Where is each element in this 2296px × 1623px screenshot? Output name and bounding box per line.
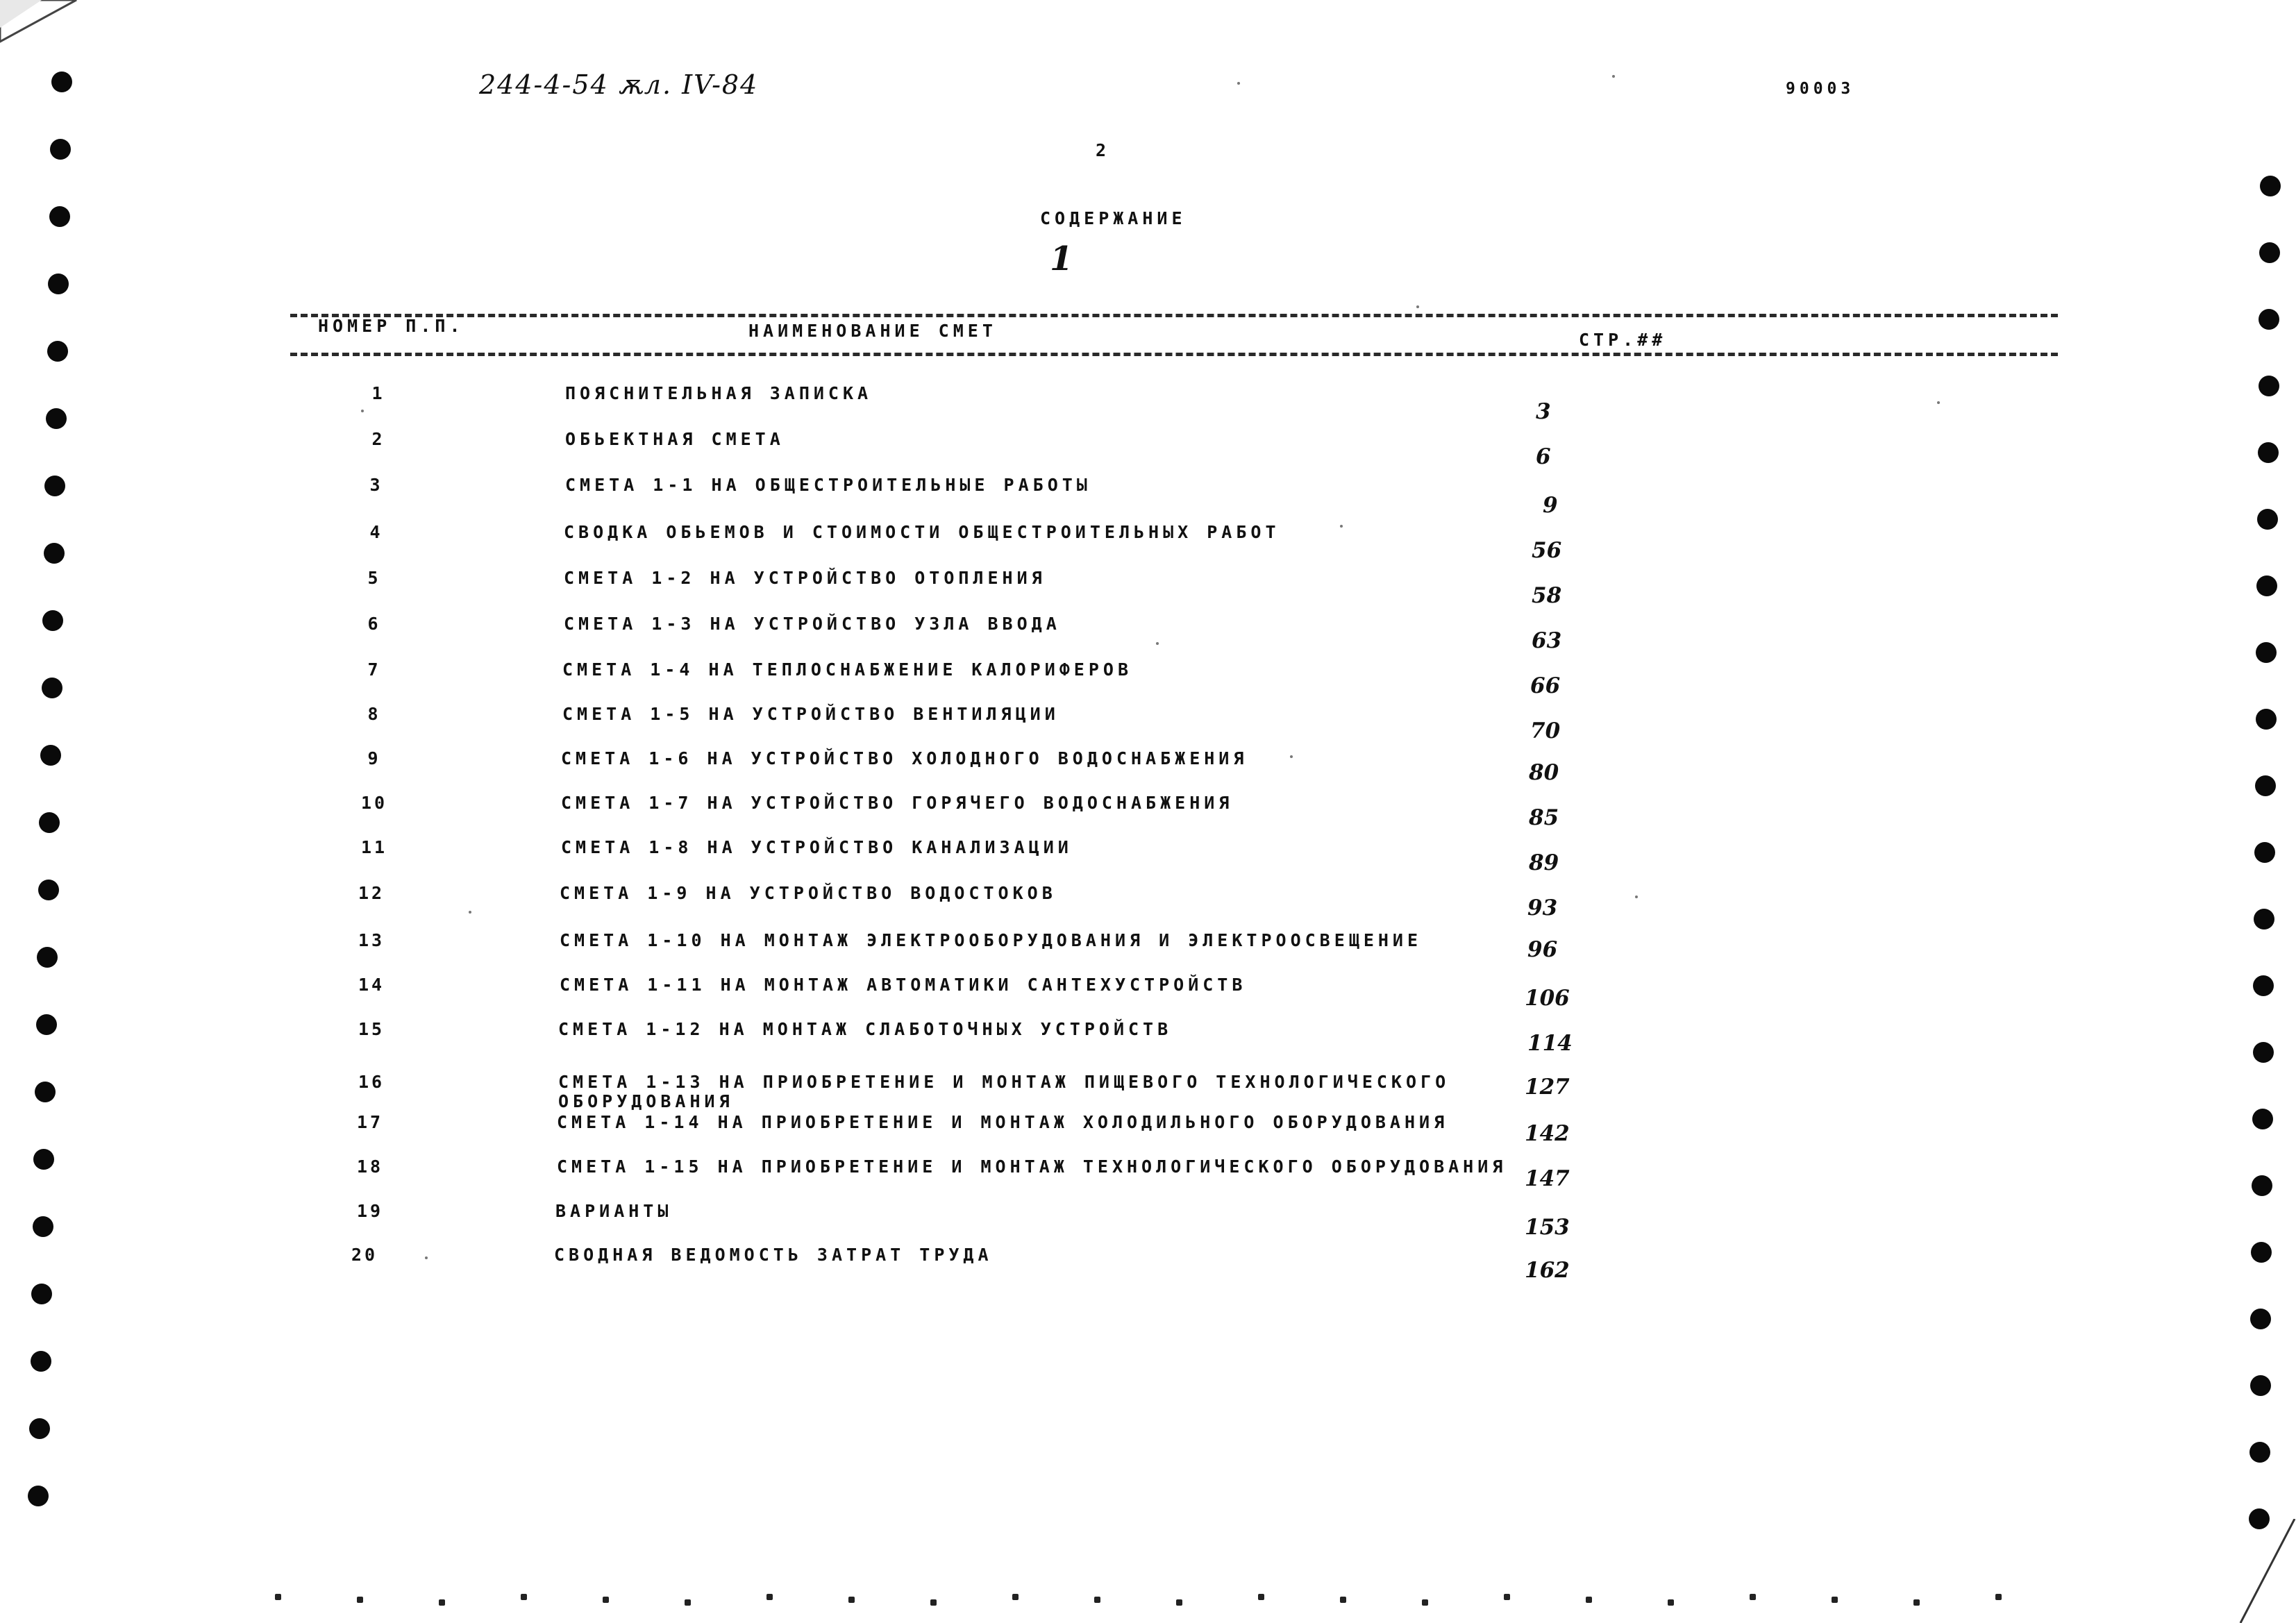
row-page-number: 142 (1525, 1121, 1570, 1146)
row-page-number: 114 (1527, 1031, 1573, 1056)
row-page-number: 56 (1532, 538, 1562, 563)
row-number: 12 (358, 883, 385, 903)
row-number: 15 (358, 1019, 385, 1039)
feed-hole (2259, 376, 2279, 396)
feed-hole (2253, 1042, 2274, 1063)
feed-hole (31, 1351, 51, 1372)
row-page-number: 127 (1525, 1075, 1570, 1100)
row-page-number: 9 (1543, 493, 1558, 518)
row-title: СМЕТА 1-4 НА ТЕПЛОСНАБЖЕНИЕ КАЛОРИФЕРОВ (562, 659, 1132, 680)
folded-corner-top-left (0, 0, 83, 49)
row-number: 1 (371, 383, 385, 403)
feed-hole (37, 947, 58, 968)
folded-corner-bottom-right (2234, 1519, 2296, 1623)
row-title: СМЕТА 1-3 НА УСТРОЙСТВО УЗЛА ВВОДА (564, 614, 1061, 634)
contents-title: СОДЕРЖАНИЕ (1040, 208, 1187, 228)
feed-hole (2250, 1375, 2271, 1396)
feed-hole (28, 1486, 49, 1506)
feed-hole (2249, 1442, 2270, 1463)
row-number: 7 (367, 659, 381, 680)
perforation-mark (1258, 1594, 1264, 1600)
row-page-number: 162 (1525, 1258, 1570, 1283)
feed-hole (2255, 775, 2276, 796)
perforation-mark (1586, 1597, 1592, 1603)
perforation-mark (1995, 1594, 2002, 1600)
perforation-mark (766, 1594, 773, 1600)
row-number: 20 (351, 1245, 378, 1265)
feed-hole (2259, 242, 2280, 263)
row-title: СМЕТА 1-1 НА ОБЩЕСТРОИТЕЛЬНЫЕ РАБОТЫ (565, 475, 1091, 495)
perforation-mark (1504, 1594, 1510, 1600)
feed-hole (2252, 1109, 2273, 1129)
row-title: ПОЯСНИТЕЛЬНАЯ ЗАПИСКА (565, 383, 873, 403)
row-page-number: 85 (1529, 805, 1559, 830)
row-number: 13 (358, 930, 385, 950)
row-number: 8 (367, 704, 381, 724)
feed-hole (2257, 509, 2278, 530)
row-page-number: 106 (1525, 986, 1570, 1011)
row-number: 11 (360, 837, 388, 857)
row-title: ОБЬЕКТНАЯ СМЕТА (565, 429, 785, 449)
row-number: 5 (367, 568, 381, 588)
row-title: СМЕТА 1-9 НА УСТРОЙСТВО ВОДОСТОКОВ (560, 883, 1057, 903)
perforation-mark (521, 1594, 527, 1600)
column-header-name: НАИМЕНОВАНИЕ СМЕТ (748, 321, 997, 341)
row-title: СМЕТА 1-6 НА УСТРОЙСТВО ХОЛОДНОГО ВОДОСНАБЖЕНИЯ (561, 748, 1248, 768)
perforation-mark (603, 1597, 609, 1603)
row-title: СМЕТА 1-11 НА МОНТАЖ АВТОМАТИКИ САНТЕХУСТРОЙСТВ (560, 975, 1247, 995)
feed-hole (46, 408, 67, 429)
feed-hole (36, 1014, 57, 1035)
perforation-mark (1176, 1599, 1182, 1606)
row-title: СМЕТА 1-8 НА УСТРОЙСТВО КАНАЛИЗАЦИИ (561, 837, 1073, 857)
row-page-number: 58 (1532, 583, 1562, 608)
row-number: 14 (358, 975, 385, 995)
row-page-number: 6 (1536, 444, 1551, 469)
row-title-continuation: ОБОРУДОВАНИЯ (558, 1091, 734, 1111)
row-page-number: 96 (1527, 937, 1558, 962)
feed-hole (2254, 909, 2274, 930)
perforation-mark (439, 1599, 445, 1606)
document-number: 90003 (1786, 80, 1855, 98)
feed-hole (51, 72, 72, 92)
row-title: СМЕТА 1-7 НА УСТРОЙСТВО ГОРЯЧЕГО ВОДОСНАБЖЕНИЯ (561, 793, 1234, 813)
row-title: СМЕТА 1-12 НА МОНТАЖ СЛАБОТОЧНЫХ УСТРОЙСТВ (558, 1019, 1173, 1039)
perforation-mark (1668, 1599, 1674, 1606)
row-page-number: 93 (1527, 895, 1558, 920)
table-header-rule (290, 353, 2058, 356)
perforation-mark (1422, 1599, 1428, 1606)
handwritten-mark: 1 (1050, 239, 1075, 278)
row-title: ВАРИАНТЫ (555, 1201, 673, 1221)
feed-hole (31, 1284, 52, 1304)
perforation-mark (357, 1597, 363, 1603)
column-header-page: СТР.## (1579, 330, 1667, 350)
feed-hole (50, 139, 71, 160)
row-number: 16 (358, 1072, 385, 1092)
perforation-mark (275, 1594, 281, 1600)
feed-hole (2256, 575, 2277, 596)
column-header-number: НОМЕР П.П. (318, 316, 464, 336)
feed-hole (2254, 842, 2275, 863)
row-title: СМЕТА 1-15 НА ПРИОБРЕТЕНИЕ И МОНТАЖ ТЕХНОЛОГИЧЕСКОГО ОБОРУДОВАНИЯ (557, 1157, 1507, 1177)
row-title: СМЕТА 1-5 НА УСТРОЙСТВО ВЕНТИЛЯЦИИ (562, 704, 1059, 724)
row-number: 17 (356, 1112, 384, 1132)
feed-hole (2253, 975, 2274, 996)
row-title: СМЕТА 1-14 НА ПРИОБРЕТЕНИЕ И МОНТАЖ ХОЛОДИЛЬНОГО ОБОРУДОВАНИЯ (557, 1112, 1449, 1132)
row-page-number: 70 (1530, 718, 1561, 743)
feed-hole (40, 745, 61, 766)
perforation-mark (1094, 1597, 1100, 1603)
row-page-number: 153 (1525, 1215, 1570, 1240)
row-number: 19 (356, 1201, 384, 1221)
document-code: 244-4-54 ѫл. IV-84 (479, 69, 759, 100)
perforation-mark (1832, 1597, 1838, 1603)
row-number: 6 (367, 614, 381, 634)
feed-hole (33, 1216, 53, 1237)
perforation-mark (848, 1597, 855, 1603)
perforation-mark (685, 1599, 691, 1606)
row-page-number: 147 (1525, 1166, 1570, 1191)
feed-hole (2258, 442, 2279, 463)
feed-hole (2251, 1242, 2272, 1263)
row-page-number: 3 (1536, 399, 1551, 424)
table-top-rule (290, 314, 2058, 317)
feed-hole (49, 206, 70, 227)
row-number: 9 (367, 748, 381, 768)
feed-hole (47, 341, 68, 362)
row-number: 2 (371, 429, 385, 449)
feed-hole (44, 476, 65, 496)
feed-hole (2256, 642, 2277, 663)
row-page-number: 63 (1532, 628, 1562, 653)
feed-hole (44, 543, 65, 564)
feed-hole (38, 880, 59, 900)
feed-hole (29, 1418, 50, 1439)
row-number: 10 (360, 793, 388, 813)
perforation-mark (1340, 1597, 1346, 1603)
page-number: 2 (1096, 140, 1111, 160)
row-title: СВОДКА ОБЬЕМОВ И СТОИМОСТИ ОБЩЕСТРОИТЕЛЬНЫХ РАБОТ (564, 522, 1280, 542)
perforation-mark (1750, 1594, 1756, 1600)
feed-hole (2256, 709, 2277, 730)
feed-hole (42, 678, 62, 698)
perforation-mark (1913, 1599, 1920, 1606)
feed-hole (33, 1149, 54, 1170)
feed-hole (2249, 1508, 2270, 1529)
feed-hole (48, 274, 69, 294)
perforation-mark (930, 1599, 937, 1606)
row-title: СМЕТА 1-10 НА МОНТАЖ ЭЛЕКТРООБОРУДОВАНИЯ И ЭЛЕКТРООСВЕЩЕНИЕ (560, 930, 1423, 950)
row-title: СВОДНАЯ ВЕДОМОСТЬ ЗАТРАТ ТРУДА (554, 1245, 993, 1265)
feed-hole (2260, 176, 2281, 196)
row-title: СМЕТА 1-2 НА УСТРОЙСТВО ОТОПЛЕНИЯ (564, 568, 1046, 588)
perforation-mark (1012, 1594, 1019, 1600)
row-page-number: 66 (1530, 673, 1561, 698)
feed-hole (39, 812, 60, 833)
row-number: 3 (369, 475, 383, 495)
row-number: 18 (356, 1157, 384, 1177)
feed-hole (2259, 309, 2279, 330)
row-page-number: 89 (1529, 850, 1559, 875)
feed-hole (35, 1082, 56, 1102)
feed-hole (2250, 1309, 2271, 1329)
row-page-number: 80 (1529, 760, 1559, 785)
row-title: СМЕТА 1-13 НА ПРИОБРЕТЕНИЕ И МОНТАЖ ПИЩЕВОГО ТЕХНОЛОГИЧЕСКОГО (558, 1072, 1450, 1092)
feed-hole (2252, 1175, 2272, 1196)
row-number: 4 (369, 522, 383, 542)
feed-hole (42, 610, 63, 631)
